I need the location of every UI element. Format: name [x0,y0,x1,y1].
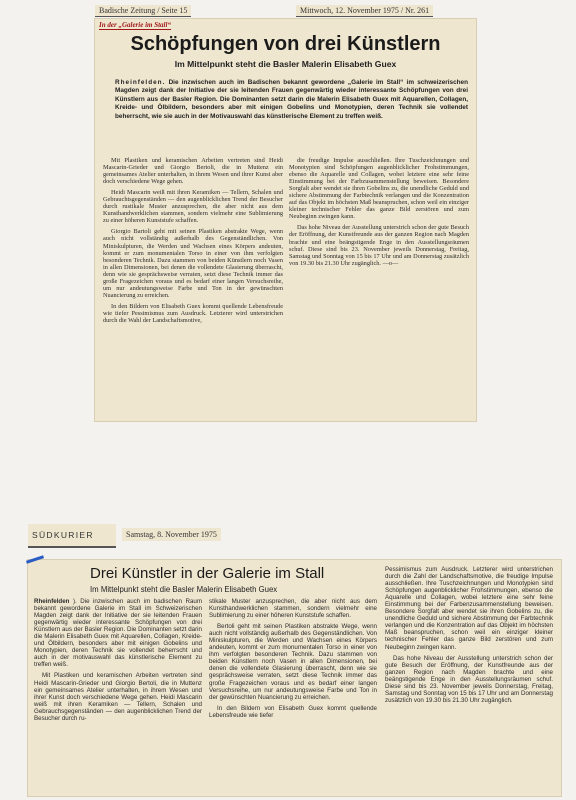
issue-date: Mittwoch, 12. November 1975 / Nr. 261 [300,6,430,15]
lead-place: Rheinfelden. [115,79,166,86]
article-headline: Drei Künstler in der Galerie im Stall [90,565,325,582]
article-subheadline: Im Mittelpunkt steht die Basler Malerin Elisabeth Guex [174,59,397,69]
paragraph: Pessimismus zum Ausdruck. Letzterer wird unterstrichen durch die Zahl der Landschaftsmotive, die freudige Impulse ausschließen. Ihre Tuschzeichnungen und Monotypien sind Schöpfungen augenblicklicher Frohstimmungen, ebenso die Aquarelle und Collagen, wobei letztere eine sehr feine Einstimmung bei der Farbenzusammenstellung beweisen. Besondere Sorgfalt aber wendet sie ihren Gobelins zu, die unendliche Geduld und sichere Abstimmung der Farbtechnik verlangen und die Konzentration auf das Objekt im höchsten Maß beanspruchen, schon weil ein einziger kleiner technischer Fehler das ganze Bild zerstören und zum Neubeginn zwingen kann. [385,566,553,651]
paragraph: die freudige Impulse ausschließen. Ihre Tuschzeichnungen und Monotypien sind Schöpfungen augenblicklicher Frohstimmungen, ebenso die Aquarelle und Collagen, wobei letztere eine sehr feine Einstimmung bei der Farbzusammenstellung beweisen. Besondere Sorgfalt aber wendet sie ihren Gobelins zu, die unendliche Geduld und sichere Abstimmung der Farbtechnik verlangen und die Konzentration auf das Objekt im höchsten Maß beanspruchen, schon weil ein einziger kleiner technischer Fehler das ganze Bild zerstören und zum Neubeginn zwingen kann. [289,157,469,221]
source-label-suedkurier [28,524,116,548]
paragraph: Bertoli geht mit seinen Plastiken abstrakte Wege, wenn auch nicht vollständig außerhalb des Gegenständlichen. Von Miniskulpturen, die Werden und Wachsen eines Körpers andeuten, kommt er zum monumentalen Torso in einer von ihm verfolgten besonderen Technik. Dazu stammen von beiden Künstlern noch Vasen in allen Dimensionen, bei denen die vollendete Glasierung überrascht, denn wie sie gesprächsweise verraten, setzt diese Technik immer das große Fragezeichen voraus und es bedarf einer langen Versuchsreihe, um nur andeutungsweise Farbe und Ton in der gewünschten Nuancierung zu erreichen. [209,623,377,701]
date-label-suedkurier [122,528,221,541]
dateline-place: Rheinfelden [34,598,70,605]
article-column-left [103,157,283,419]
article-kicker [99,21,171,30]
paragraph: In den Bildern von Elisabeth Guex kommt quellende Lebensfreude wie tiefer [209,704,377,719]
date-label-badische-zeitung [296,5,433,17]
paragraph: Mit Plastiken und keramischen Arbeiten vertreten sind Heidi Mascarin-Grieder und Giorgio Bertoli, die in Muttenz ein gemeinsames Atelier unterhalten, in ihrem Wesen und ihrer Kunst aber doch verschiedene Wege gehen. [103,157,283,186]
lead-text: Die inzwischen auch im Badischen bekannt gewordene „Galerie im Stall“ im schweizerischen Magden zeigt dank der Initiative der sie leitenden Frauen gegenwärtig wieder interessante Schöpfungen von drei Künstlern aus der Basler Region. Die Dominanten setzt darin die Malerin Elisabeth Guex mit Aquarellen, Collagen, Kreide- und Ölbildern, besonders aber mit einigen Gobelins und Monotypien, deren Technik sie vollendet beherrscht, wie sie auch in der Motivauswahl das künstlerische Element zu treffen weiß. [115,79,468,120]
article-clipping-suedkurier [28,560,561,796]
paragraph: Das hohe Niveau der Ausstellung unterstrich schon der gute Besuch der Eröffnung, der Kunstfreunde aus der ganzen Region nach Magden brachte und eine beängstigende Enge in den Ausstellungsräumen schuf. Diese sind bis 23. November jeweils Donnerstag, Freitag, Samstag und Sonntag von 15 bis 17 Uhr und am Donnerstag zusätzlich von 19.30 bis 21.30 Uhr zugänglich. [385,654,553,704]
corner-mark [26,555,44,563]
paragraph: stikale Muster anzusprechen, die aber nicht aus dem Kunsthandwerklichen stammen, sondern vielmehr eine Sublimierung zu einer höheren Kunststufe schaffen. [209,598,377,620]
paragraph [34,598,202,668]
issue-date: Samstag, 8. November 1975 [126,530,217,539]
article-column-1 [34,598,202,794]
article-lead [115,79,468,121]
paragraph: Heidi Mascarin weiß mit ihren Keramiken — Tellern, Schalen und Gebrauchtsgegenständen — den augenblicklichen Trend der Besucher durch rustikale Muster anzusprechen, die aber nicht aus dem Kunsthandwerklichen stammen, sondern vielmehr eine Sublimierung zu einer höheren Kunststufe schaffen. [103,189,283,225]
paragraph: Giorgio Bartoli geht mit seinen Plastiken abstrakte Wege, wenn auch nicht vollständig außerhalb des Gegenständlichen. Von Miniskulpturen, die Werden und Wachsen eines Körpers andeuten, kommt er zum monumentalen Torso in einer von ihm verfolgten besonderen Technik. Dazu stammen von beiden Künstlern noch Vasen in allen Dimensionen, bei denen die vollendete Glasierung überrascht, denn wie sie gesprächsweise verraten, setzt diese Technik immer das große Fragezeichen voraus und es bedarf einer langen Versuchsreihe, um nur andeutungsweise Farbe und Ton in der gewünschten Nuancierung zu erreichen. [103,228,283,299]
paragraph: Das hohe Niveau der Ausstellung unterstrich schon der gute Besuch der Eröffnung, der Kunstfreunde aus der ganzen Region nach Magden brachte und eine beängstigende Enge in den Ausstellungsräumen schuf. Diese sind bis 23. November jeweils Donnerstag, Freitag, Samstag und Sonntag von 15 bis 17 Uhr und am Donnerstag zusätzlich von 19.30 bis 21.30 Uhr zugänglich. —o— [289,224,469,267]
article-clipping-badische-zeitung [95,19,476,421]
article-column-3 [385,566,553,794]
paragraph-text: ). Die inzwischen auch im badischen Raum bekannt gewordene Galerie im Stall im Schweizerischen Magden zeigt dank der Initiative der sie leitenden Frauen gegenwärtig wieder interessante Schöpfungen von drei Künstlern aus der Basler Region. Die Dominanten setzt darin die Malerin Elisabeth Guex mit Aquarellen, Collagen, Kreide- und Ölbildern, besonders aber mit einigen Gobelins und Monotypien, deren Technik sie vollendet beherrscht und auch in der motivauswahl das künstlerische Element zu treffen weiß. [34,598,202,669]
paragraph: In den Bildern von Elisabeth Guex kommt quellende Lebensfreude wie tiefer Pessimismus zum Ausdruck. Letzterer wird unterstrichen durch die Wahl der Landschaftsmotive, [103,302,283,324]
article-subheadline: Im Mittelpunkt steht die Basler Malerin Elisabeth Guex [90,585,278,594]
source-name: Badische Zeitung / Seite 15 [99,6,188,15]
article-column-2 [209,598,377,794]
kicker-text: In der „Galerie im Stall“ [99,21,171,29]
article-headline: Schöpfungen von drei Künstlern [130,33,441,55]
source-name: SÜDKURIER [32,530,94,540]
paragraph: Mit Plastiken und keramischen Arbeiten vertreten sind Heidi Mascarin-Grieder und Giorgio Bertoli, die in Muttenz ein gemeinsames Atelier unterhalten, in ihrem Wesen und ihrer Kunst doch verschiedene Wege gehen. Heidi Mascarin weiß mit ihren Keramiken — Tellern, Schalen und Gebrauchsgegenständen — den augenblicklichen Trend der Besucher durch ru- [34,672,202,722]
article-column-right [289,157,469,375]
source-label-badische-zeitung [95,5,191,17]
